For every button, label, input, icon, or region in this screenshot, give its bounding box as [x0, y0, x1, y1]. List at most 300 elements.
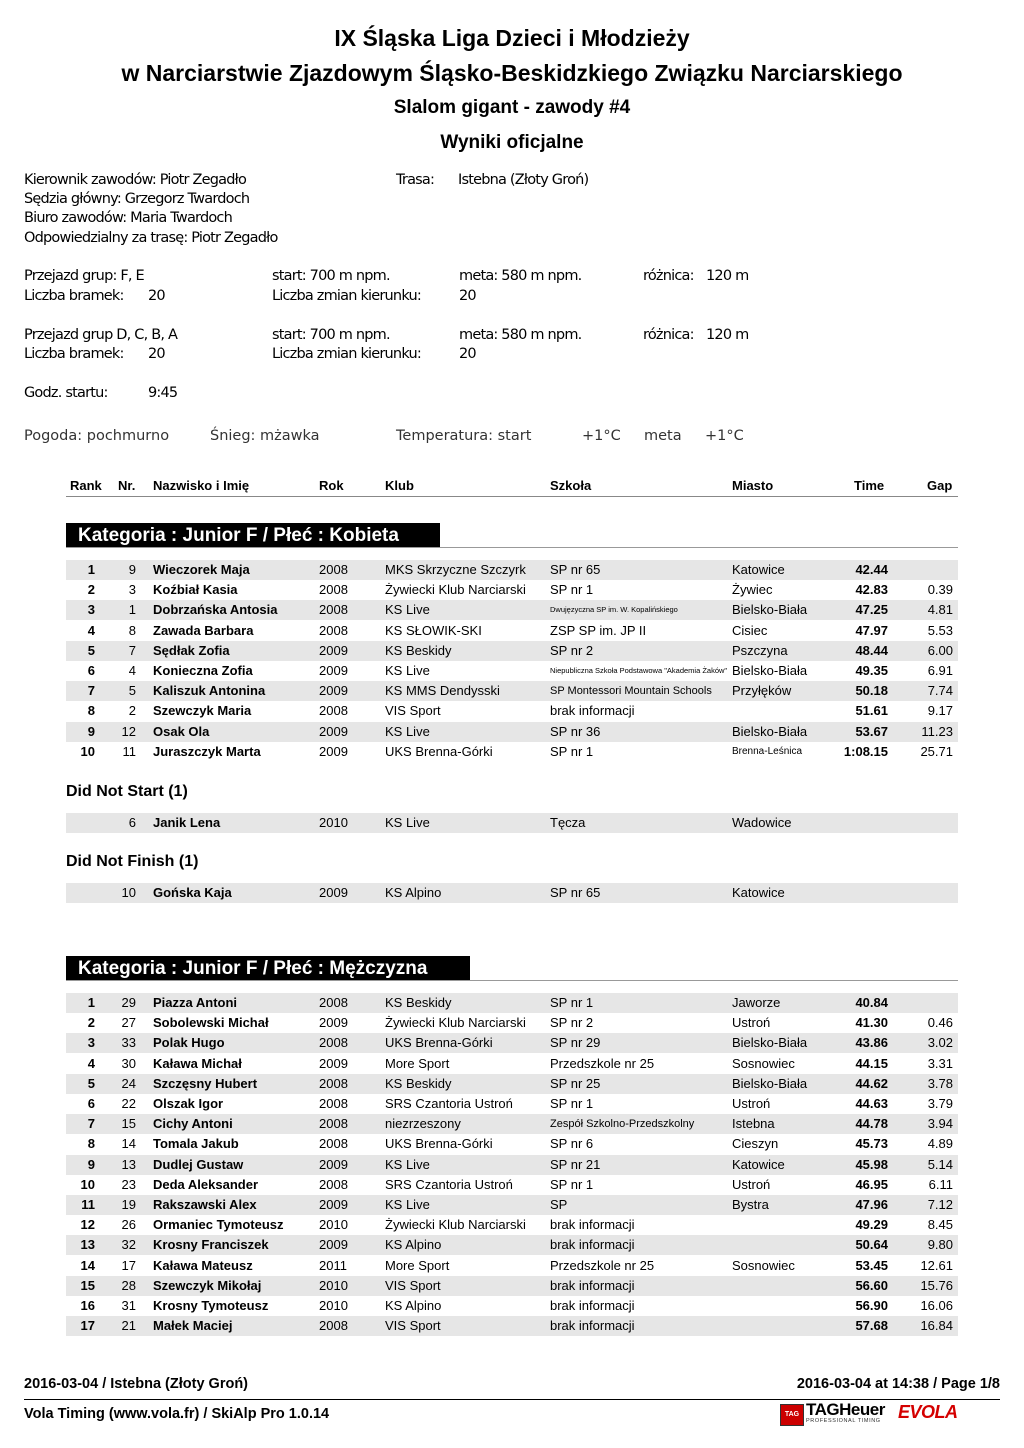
- club: More Sport: [385, 1257, 450, 1273]
- time-gap: 11.23: [921, 723, 953, 739]
- dns-heading: Did Not Start (1): [66, 783, 188, 800]
- school: brak informacji: [550, 1237, 635, 1253]
- school: Tęcza: [550, 815, 586, 830]
- result-row: [66, 1175, 958, 1195]
- race-director: Kierownik zawodów: Piotr Zegadło: [24, 172, 247, 188]
- time-gap: 7.74: [927, 683, 953, 699]
- bib-number: 4: [128, 663, 136, 678]
- run-time: 48.44: [855, 642, 888, 658]
- bib-number: 32: [121, 1237, 136, 1253]
- birth-year: 2011: [319, 1257, 347, 1273]
- run-time: 50.18: [855, 683, 888, 699]
- school: SP nr 2: [550, 1015, 594, 1031]
- group2-gates-label: Liczba bramek:: [24, 346, 124, 362]
- bib-number: 12: [121, 723, 136, 739]
- rank: 6: [87, 1096, 95, 1111]
- competitor-name: Deda Aleksander: [153, 1176, 259, 1192]
- club: KS Live: [385, 723, 430, 739]
- club: niezrzeszony: [385, 1116, 461, 1132]
- club: KS Live: [385, 815, 430, 830]
- club: MKS Skrzyczne Szczyrk: [385, 562, 526, 577]
- temperature-start: +1°C: [582, 428, 621, 444]
- rank: 3: [87, 1035, 95, 1051]
- rank: 4: [87, 1055, 95, 1071]
- group2-finish: meta: 580 m npm.: [459, 327, 582, 343]
- run-time: 51.61: [855, 703, 888, 719]
- header-divider: [66, 496, 958, 497]
- rank: 2: [87, 1015, 95, 1031]
- competitor-name: Polak Hugo: [153, 1035, 225, 1051]
- club: More Sport: [385, 1055, 450, 1071]
- time-gap: 3.31: [927, 1055, 953, 1071]
- birth-year: 2008: [319, 562, 348, 577]
- time-gap: 6.91: [927, 663, 953, 678]
- club: KS Beskidy: [385, 642, 452, 658]
- rank: 14: [80, 1257, 95, 1273]
- run-time: 45.73: [855, 1136, 888, 1152]
- rank: 1: [87, 562, 95, 577]
- school: SP nr 65: [550, 885, 601, 900]
- rank: 13: [80, 1237, 95, 1253]
- time-gap: 4.81: [927, 602, 953, 618]
- col-gap: Gap: [927, 478, 953, 493]
- city: Katowice: [732, 885, 785, 900]
- club: UKS Brenna-Górki: [385, 1136, 493, 1152]
- bib-number: 23: [121, 1176, 136, 1192]
- competitor-name: Kaliszuk Antonina: [153, 683, 266, 699]
- result-row: [66, 1114, 958, 1134]
- bib-number: 2: [128, 703, 136, 719]
- city: Sosnowiec: [732, 1055, 795, 1071]
- result-row: [66, 1296, 958, 1316]
- course-responsible: Odpowiedzialny za trasę: Piotr Zegadło: [24, 230, 278, 246]
- category-women-title: Kategoria : Junior F / Płeć : Kobieta: [66, 523, 440, 548]
- group2-turns-value: 20: [459, 346, 476, 362]
- run-time: 45.98: [855, 1156, 888, 1172]
- rank: 8: [87, 703, 95, 719]
- city: Wadowice: [732, 815, 792, 830]
- temperature-finish: +1°C: [705, 428, 744, 444]
- time-gap: 7.12: [927, 1197, 953, 1212]
- time-gap: 8.45: [927, 1217, 953, 1233]
- school: SP nr 1: [550, 1176, 594, 1192]
- competitor-name: Szewczyk Mikołaj: [153, 1277, 262, 1293]
- result-row: [66, 1054, 958, 1074]
- school: Przedszkole nr 25: [550, 1257, 655, 1273]
- run-time: 56.90: [855, 1298, 888, 1313]
- race-office: Biuro zawodów: Maria Twardoch: [24, 210, 232, 226]
- school: SP nr 2: [550, 642, 594, 658]
- bib-number: 21: [121, 1318, 136, 1334]
- temperature-label: Temperatura: start: [396, 428, 532, 444]
- birth-year: 2008: [319, 1136, 348, 1152]
- city: Brenna-Leśnica: [732, 745, 803, 757]
- rank: 5: [87, 1075, 95, 1091]
- school: brak informacji: [550, 1277, 635, 1293]
- competitor-name: Koźbiał Kasia: [153, 582, 238, 598]
- club: VIS Sport: [385, 1318, 441, 1334]
- run-time: 47.96: [855, 1197, 888, 1212]
- time-gap: 6.00: [927, 642, 953, 658]
- competitor-name: Olszak Igor: [153, 1096, 224, 1111]
- run-time: 43.86: [855, 1035, 888, 1051]
- bib-number: 28: [121, 1277, 136, 1293]
- birth-year: 2010: [319, 1277, 348, 1293]
- club: KS Beskidy: [385, 995, 452, 1010]
- run-time: 42.83: [855, 582, 888, 598]
- school: brak informacji: [550, 1217, 635, 1233]
- time-gap: 3.94: [927, 1116, 953, 1132]
- competitor-name: Dobrzańska Antosia: [153, 602, 278, 618]
- rank: 17: [80, 1318, 95, 1334]
- group1-gates-value: 20: [148, 288, 165, 304]
- rank: 12: [80, 1217, 95, 1233]
- group1-label: Przejazd grup: F, E: [24, 268, 144, 284]
- birth-year: 2008: [319, 622, 348, 638]
- bib-number: 5: [128, 683, 136, 699]
- birth-year: 2009: [319, 1015, 348, 1031]
- run-time: 49.35: [855, 663, 888, 678]
- competitor-name: Małek Maciej: [153, 1318, 233, 1334]
- result-row: [66, 1316, 958, 1336]
- bib-number: 9: [128, 562, 136, 577]
- time-gap: 5.14: [927, 1156, 953, 1172]
- city: Przyłęków: [732, 683, 792, 699]
- rank: 8: [87, 1136, 95, 1152]
- bib-number: 3: [128, 582, 136, 598]
- result-row: [66, 1215, 958, 1235]
- result-row: [66, 641, 958, 661]
- city: Bielsko-Biała: [732, 1035, 808, 1051]
- bib-number: 6: [128, 815, 136, 830]
- club: KS Alpino: [385, 1298, 442, 1313]
- results-column-header: [66, 478, 958, 496]
- run-time: 53.45: [855, 1257, 888, 1273]
- time-gap: 5.53: [927, 622, 953, 638]
- result-row: [66, 681, 958, 701]
- footer-date-venue: 2016-03-04 / Istebna (Złoty Groń): [24, 1376, 249, 1392]
- category-men-title: Kategoria : Junior F / Płeć : Mężczyzna: [66, 956, 470, 981]
- run-time: 1:08.15: [843, 743, 888, 759]
- competitor-name: Krosny Franciszek: [153, 1237, 269, 1253]
- school: SP nr 36: [550, 723, 601, 739]
- competitor-name: Dudlej Gustaw: [153, 1156, 244, 1172]
- col-club: Klub: [385, 478, 414, 493]
- bib-number: 26: [121, 1217, 136, 1233]
- city: Bystra: [732, 1197, 769, 1212]
- result-row: [66, 1134, 958, 1154]
- group1-gates-label: Liczba bramek:: [24, 288, 124, 304]
- dnf-heading: Did Not Finish (1): [66, 853, 199, 870]
- result-row: [66, 993, 958, 1013]
- city: Ustroń: [732, 1015, 771, 1031]
- competitor-name: Rakszawski Alex: [153, 1197, 257, 1212]
- club: KS Live: [385, 1197, 430, 1212]
- tag-heuer-logo: TAGHeuer: [806, 1400, 885, 1419]
- city: Jaworze: [732, 995, 781, 1010]
- footer-credit: Vola Timing (www.vola.fr) / SkiAlp Pro 1.0.14: [24, 1406, 330, 1422]
- city: Bielsko-Biała: [732, 723, 808, 739]
- run-time: 47.25: [855, 602, 888, 618]
- school: SP: [550, 1197, 568, 1212]
- time-gap: 15.76: [920, 1277, 953, 1293]
- result-row: [66, 1155, 958, 1175]
- club: KS Live: [385, 1156, 430, 1172]
- club: VIS Sport: [385, 703, 441, 719]
- city: Bielsko-Biała: [732, 663, 808, 678]
- competitor-name: Konieczna Zofia: [153, 663, 253, 678]
- school: SP nr 65: [550, 562, 601, 577]
- school: SP Montessori Mountain Schools: [550, 685, 712, 698]
- rank: 10: [80, 743, 95, 759]
- rank: 3: [87, 602, 95, 618]
- bib-number: 27: [121, 1015, 136, 1031]
- rank: 16: [80, 1298, 95, 1313]
- run-time: 44.62: [855, 1075, 888, 1091]
- time-gap: 9.17: [927, 703, 953, 719]
- group2-label: Przejazd grup D, C, B, A: [24, 327, 178, 343]
- competitor-name: Gońska Kaja: [153, 885, 232, 900]
- birth-year: 2008: [319, 1116, 348, 1132]
- time-gap: 3.78: [927, 1075, 953, 1091]
- time-gap: 0.46: [927, 1015, 953, 1031]
- birth-year: 2010: [319, 1298, 348, 1313]
- result-row: [66, 1013, 958, 1033]
- rank: 7: [87, 1116, 95, 1132]
- dns-row: [66, 813, 958, 833]
- school: SP nr 1: [550, 743, 594, 759]
- school: brak informacji: [550, 1318, 635, 1334]
- birth-year: 2009: [319, 1156, 348, 1172]
- club: SRS Czantoria Ustroń: [385, 1176, 513, 1192]
- city: Sosnowiec: [732, 1257, 795, 1273]
- rank: 1: [87, 995, 95, 1010]
- competitor-name: Zawada Barbara: [153, 622, 254, 638]
- competitor-name: Krosny Tymoteusz: [153, 1298, 269, 1313]
- city: Bielsko-Biała: [732, 602, 808, 618]
- birth-year: 2008: [319, 1035, 348, 1051]
- competitor-name: Ormaniec Tymoteusz: [153, 1217, 284, 1233]
- school: SP nr 29: [550, 1035, 601, 1051]
- group2-diff-value: 120 m: [706, 327, 749, 343]
- run-time: 49.29: [855, 1217, 888, 1233]
- birth-year: 2010: [319, 815, 348, 830]
- result-row: [66, 1276, 958, 1296]
- result-row: [66, 1094, 958, 1114]
- document-header: [0, 22, 1024, 158]
- result-row: [66, 701, 958, 721]
- result-row: [66, 1074, 958, 1094]
- competitor-name: Piazza Antoni: [153, 995, 238, 1010]
- bib-number: 31: [121, 1298, 136, 1313]
- result-row: [66, 580, 958, 600]
- weather: Pogoda: pochmurno: [24, 428, 170, 444]
- col-name: Nazwisko i Imię: [153, 478, 250, 493]
- bib-number: 10: [121, 885, 136, 900]
- birth-year: 2009: [319, 1197, 348, 1212]
- birth-year: 2010: [319, 1217, 348, 1233]
- tag-heuer-shield-icon: TAG: [780, 1404, 804, 1426]
- category-divider: [66, 547, 958, 548]
- result-row: [66, 600, 958, 620]
- bib-number: 14: [121, 1136, 136, 1152]
- competitor-name: Janik Lena: [153, 815, 221, 830]
- school: brak informacji: [550, 1298, 635, 1313]
- city: Ustroń: [732, 1176, 771, 1192]
- club: UKS Brenna-Górki: [385, 743, 493, 759]
- group1-finish: meta: 580 m npm.: [459, 268, 582, 284]
- bib-number: 22: [121, 1096, 136, 1111]
- rank: 15: [80, 1277, 95, 1293]
- col-rank: Rank: [70, 478, 102, 493]
- run-time: 44.78: [855, 1116, 888, 1132]
- group1-turns-value: 20: [459, 288, 476, 304]
- rank: 2: [87, 582, 95, 598]
- time-gap: 9.80: [927, 1237, 953, 1253]
- competitor-name: Tomala Jakub: [153, 1136, 239, 1152]
- birth-year: 2009: [319, 743, 348, 759]
- footer-print-page: 2016-03-04 at 14:38 / Page 1/8: [796, 1376, 1000, 1392]
- vola-logo: EVOLA: [898, 1402, 958, 1422]
- rank: 6: [87, 663, 95, 678]
- birth-year: 2008: [319, 582, 348, 598]
- time-gap: 6.11: [928, 1176, 953, 1192]
- col-school: Szkoła: [550, 478, 592, 493]
- birth-year: 2009: [319, 1237, 348, 1253]
- school: SP nr 1: [550, 995, 594, 1010]
- school: brak informacji: [550, 703, 635, 719]
- title-results: Wyniki oficjalne: [440, 132, 584, 153]
- bib-number: 11: [122, 743, 136, 759]
- competitor-name: Kaława Michał: [153, 1055, 242, 1071]
- school: Zespół Szkolno-Przedszkolny: [550, 1118, 695, 1131]
- bib-number: 30: [121, 1055, 136, 1071]
- course-value: Istebna (Złoty Groń): [458, 172, 589, 188]
- competitor-name: Szczęsny Hubert: [153, 1075, 258, 1091]
- temperature-finish-label: meta: [644, 428, 682, 444]
- group1-start: start: 700 m npm.: [272, 268, 390, 284]
- club: KS Live: [385, 602, 430, 618]
- col-nr: Nr.: [118, 478, 136, 493]
- competitor-name: Sobolewski Michał: [153, 1015, 269, 1031]
- time-gap: 0.39: [927, 582, 953, 598]
- group2-start: start: 700 m npm.: [272, 327, 390, 343]
- result-row: [66, 722, 958, 742]
- run-time: 41.30: [855, 1015, 888, 1031]
- birth-year: 2009: [319, 683, 348, 699]
- school: SP nr 21: [550, 1156, 601, 1172]
- school: SP nr 25: [550, 1075, 601, 1091]
- course-label: Trasa:: [396, 172, 435, 188]
- competitor-name: Cichy Antoni: [153, 1116, 233, 1132]
- result-row: [66, 742, 958, 762]
- run-time: 47.97: [855, 622, 888, 638]
- time-gap: 16.84: [920, 1318, 953, 1334]
- group1-turns-label: Liczba zmian kierunku:: [272, 288, 421, 304]
- club: KS MMS Dendysski: [385, 683, 500, 699]
- start-time-label: Godz. startu:: [24, 385, 108, 401]
- run-time: 57.68: [855, 1318, 888, 1334]
- club: KS Live: [385, 663, 430, 678]
- city: Katowice: [732, 562, 785, 577]
- run-time: 44.15: [855, 1055, 888, 1071]
- birth-year: 2008: [319, 703, 348, 719]
- group2-diff-label: różnica:: [643, 327, 694, 343]
- time-gap: 4.89: [927, 1136, 953, 1152]
- title-league: IX Śląska Liga Dzieci i Młodzieży: [334, 25, 690, 51]
- bib-number: 7: [128, 642, 136, 658]
- club: KS Alpino: [385, 885, 442, 900]
- result-row: [66, 1033, 958, 1053]
- city: Istebna: [732, 1116, 775, 1132]
- run-time: 40.84: [855, 995, 888, 1010]
- city: Cisiec: [732, 622, 768, 638]
- birth-year: 2008: [319, 1176, 348, 1192]
- title-event: Slalom gigant - zawody #4: [393, 97, 631, 118]
- club: KS Beskidy: [385, 1075, 452, 1091]
- result-row: [66, 560, 958, 580]
- competitor-name: Szewczyk Maria: [153, 703, 252, 719]
- group1-diff-label: różnica:: [643, 268, 694, 284]
- city: Żywiec: [732, 582, 773, 598]
- school: SP nr 1: [550, 582, 594, 598]
- club: VIS Sport: [385, 1277, 441, 1293]
- group2-gates-value: 20: [148, 346, 165, 362]
- school: Przedszkole nr 25: [550, 1055, 655, 1071]
- snow: Śnieg: mżawka: [210, 428, 320, 444]
- birth-year: 2009: [319, 723, 348, 739]
- bib-number: 19: [121, 1197, 136, 1212]
- school: SP nr 6: [550, 1136, 594, 1152]
- city: Katowice: [732, 1156, 785, 1172]
- dnf-row: [66, 883, 958, 903]
- rank: 9: [87, 723, 95, 739]
- bib-number: 29: [121, 995, 136, 1010]
- club: KS SŁOWIK-SKI: [385, 622, 482, 638]
- competitor-name: Sędłak Zofia: [153, 642, 230, 658]
- chief-judge: Sędzia główny: Grzegorz Twardoch: [24, 191, 250, 207]
- rank: 5: [87, 642, 95, 658]
- school: Niepubliczna Szkoła Podstawowa "Akademia Żaków": [550, 666, 728, 675]
- time-gap: 25.71: [920, 743, 953, 759]
- birth-year: 2009: [319, 642, 348, 658]
- birth-year: 2009: [319, 663, 348, 678]
- group2-turns-label: Liczba zmian kierunku:: [272, 346, 421, 362]
- city: Ustroń: [732, 1096, 771, 1111]
- school: SP nr 1: [550, 1096, 594, 1111]
- birth-year: 2009: [319, 1055, 348, 1071]
- birth-year: 2008: [319, 1096, 348, 1111]
- time-gap: 16.06: [920, 1298, 953, 1313]
- birth-year: 2009: [319, 885, 348, 900]
- run-time: 53.67: [855, 723, 888, 739]
- city: Bielsko-Biała: [732, 1075, 808, 1091]
- start-time-value: 9:45: [148, 385, 178, 401]
- rank: 10: [80, 1176, 95, 1192]
- competitor-name: Juraszczyk Marta: [153, 743, 261, 759]
- result-row: [66, 661, 958, 681]
- birth-year: 2008: [319, 1075, 348, 1091]
- col-city: Miasto: [732, 478, 774, 493]
- school: Dwujęzyczna SP im. W. Kopalińskiego: [550, 605, 678, 615]
- city: Pszczyna: [732, 642, 788, 658]
- bib-number: 15: [121, 1116, 136, 1132]
- tag-heuer-subtitle: PROFESSIONAL TIMING: [806, 1418, 881, 1424]
- title-federation: w Narciarstwie Zjazdowym Śląsko-Beskidzkiego Związku Narciarskiego: [121, 60, 903, 86]
- birth-year: 2008: [319, 995, 348, 1010]
- run-time: 50.64: [855, 1237, 888, 1253]
- run-time: 42.44: [855, 562, 888, 577]
